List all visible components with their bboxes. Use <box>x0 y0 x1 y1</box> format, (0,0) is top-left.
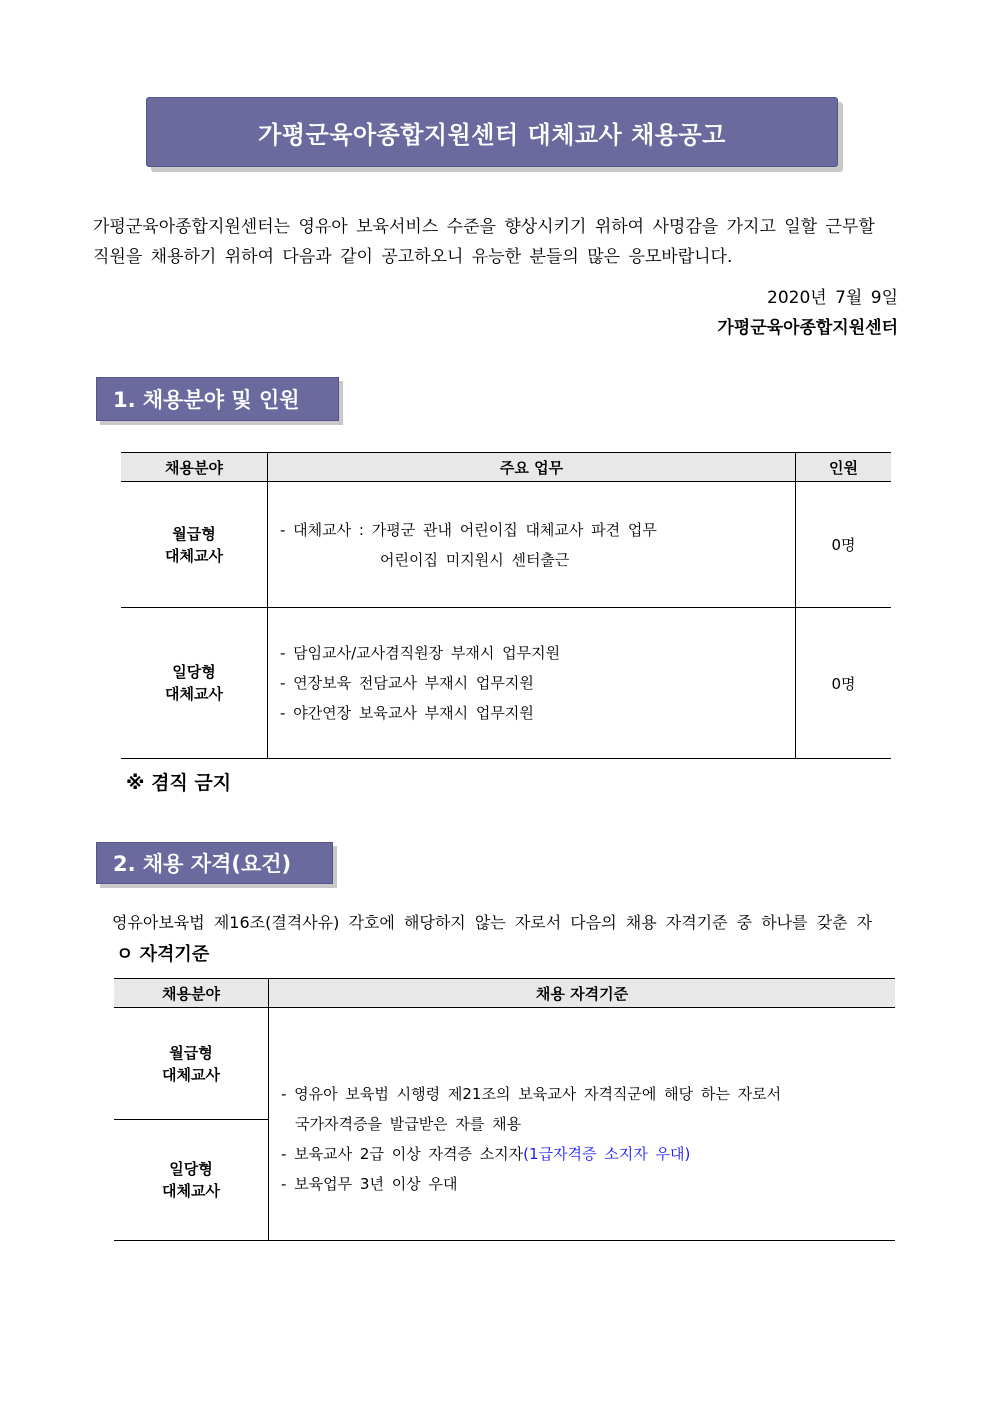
criteria-cell <box>269 1008 896 1241</box>
duty-item: - 연장보육 전담교사 부재시 업무지원 <box>280 674 534 692</box>
duties-cell <box>268 482 796 608</box>
table-row <box>121 482 891 608</box>
qualification-table <box>114 978 895 1241</box>
category-label: 일당형 <box>169 1160 213 1178</box>
section-heading: 2. 채용 자격(요건) <box>96 842 333 884</box>
category-cell <box>114 1008 269 1120</box>
column-header: 주요 업무 <box>268 453 796 482</box>
page-title: 가평군육아종합지원센터 대체교사 채용공고 <box>258 120 726 149</box>
category-cell <box>121 482 268 608</box>
preferred-highlight: (1급자격증 소지자 우대) <box>523 1145 691 1163</box>
page-title-banner <box>146 97 838 167</box>
criteria-subheading: ㅇ 자격기준 <box>116 944 210 965</box>
intro-line: 직원을 채용하기 위하여 다음과 같이 공고하오니 유능한 분들의 많은 응모바랍니다. <box>93 247 733 267</box>
duties-cell <box>268 608 796 759</box>
headcount-cell: 0명 <box>796 608 892 759</box>
criteria-item: 국가자격증을 발급받은 자를 채용 <box>295 1115 522 1133</box>
category-cell <box>121 608 268 759</box>
category-label: 대체교사 <box>162 1182 220 1200</box>
section-heading: 1. 채용분야 및 인원 <box>96 377 339 421</box>
duty-item: - 담임교사/교사겸직원장 부재시 업무지원 <box>280 644 561 662</box>
organization-name: 가평군육아종합지원센터 <box>717 318 898 338</box>
duty-item: - 대체교사 : 가평군 관내 어린이집 대체교사 파견 업무 <box>280 520 657 539</box>
column-header: 채용 자격기준 <box>269 979 896 1008</box>
notice-date: 2020년 7월 9일 <box>767 288 898 308</box>
criteria-item <box>281 1139 895 1169</box>
intro-line: 가평군육아종합지원센터는 영유아 보육서비스 수준을 향상시키기 위하여 사명감을 가지고 일할 근무할 <box>93 217 875 237</box>
column-header: 채용분야 <box>114 979 269 1008</box>
category-cell <box>114 1120 269 1241</box>
duty-item: - 야간연장 보육교사 부재시 업무지원 <box>280 704 534 722</box>
recruitment-table <box>121 452 891 759</box>
criteria-item: - 영유아 보육법 시행령 제21조의 보육교사 자격직군에 해당 하는 자로서 <box>281 1085 782 1103</box>
duty-item: 어린이집 미지원시 센터출근 <box>380 550 570 569</box>
category-label: 대체교사 <box>165 546 223 565</box>
intro-paragraph <box>93 212 903 272</box>
column-header: 인원 <box>796 453 892 482</box>
criteria-item: - 보육업무 3년 이상 우대 <box>281 1175 458 1193</box>
category-label: 일당형 <box>172 663 216 681</box>
category-label: 월급형 <box>169 1043 213 1062</box>
table-row <box>121 608 891 759</box>
concurrent-job-note: ※ 겸직 금지 <box>126 772 232 794</box>
category-label: 월급형 <box>172 524 216 543</box>
headcount-cell: 0명 <box>796 482 892 608</box>
criteria-text: - 보육교사 2급 이상 자격증 소지자 <box>281 1145 524 1163</box>
eligibility-statement: 영유아보육법 제16조(결격사유) 각호에 해당하지 않는 자로서 다음의 채용 자격기준 중 하나를 갖춘 자 <box>112 913 873 932</box>
table-row <box>114 1008 895 1120</box>
column-header: 채용분야 <box>121 453 268 482</box>
category-label: 대체교사 <box>165 685 223 703</box>
category-label: 대체교사 <box>162 1065 220 1084</box>
table-header-row <box>121 453 891 482</box>
table-header-row <box>114 979 895 1008</box>
